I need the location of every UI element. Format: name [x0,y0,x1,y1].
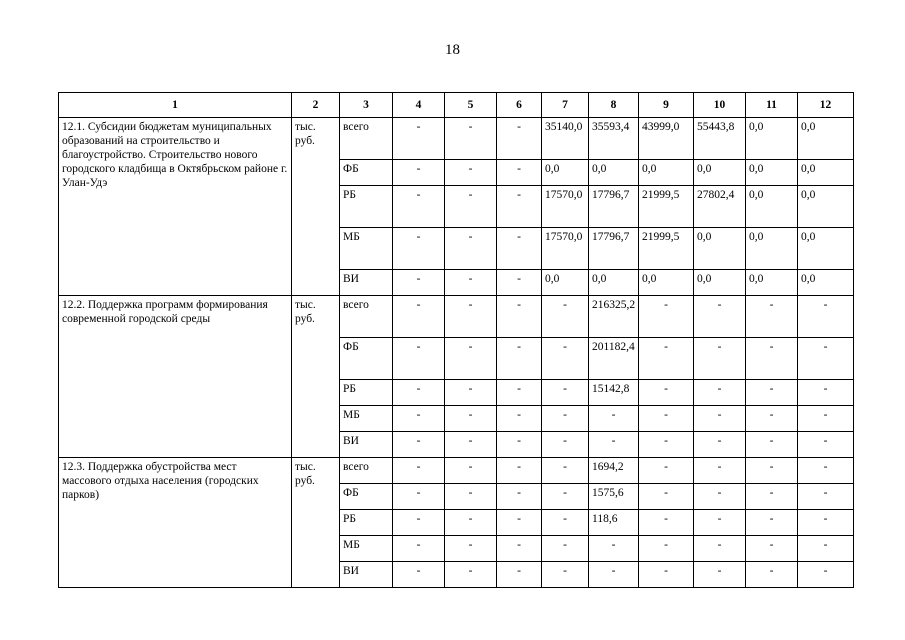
value-cell: - [694,562,746,588]
funding-source-cell: МБ [340,406,393,432]
value-cell: - [542,432,589,458]
value-cell: - [639,432,694,458]
value-cell: - [497,228,542,270]
value-cell: 0,0 [694,270,746,296]
value-cell: - [445,228,497,270]
value-cell: - [639,406,694,432]
value-cell: 21999,5 [639,186,694,228]
value-cell: 201182,4 [589,338,639,380]
value-cell: - [445,186,497,228]
value-cell: 1575,6 [589,484,639,510]
funding-source-cell: всего [340,118,393,160]
value-cell: - [589,562,639,588]
value-cell: - [798,380,854,406]
value-cell: - [393,186,445,228]
value-cell: - [445,160,497,186]
value-cell: - [746,536,798,562]
funding-source-cell: МБ [340,228,393,270]
value-cell: 216325,2 [589,296,639,338]
unit-cell: тыс. руб. [292,118,340,296]
value-cell: 17570,0 [542,228,589,270]
value-cell: - [497,380,542,406]
value-cell: - [497,296,542,338]
value-cell: - [746,296,798,338]
value-cell: - [445,406,497,432]
value-cell: - [393,228,445,270]
value-cell: 0,0 [694,160,746,186]
value-cell: - [694,406,746,432]
value-cell: - [798,432,854,458]
value-cell: - [542,338,589,380]
value-cell: - [798,296,854,338]
measure-name: 12.2. Поддержка программ формирования современной городской среды [59,296,292,458]
funding-source-cell: ФБ [340,484,393,510]
value-cell: 15142,8 [589,380,639,406]
value-cell: - [393,432,445,458]
value-cell: - [639,458,694,484]
value-cell: - [542,562,589,588]
value-cell: - [445,118,497,160]
value-cell: - [445,484,497,510]
value-cell: 0,0 [746,270,798,296]
value-cell: - [694,484,746,510]
value-cell: - [445,536,497,562]
col-header: 4 [393,93,445,118]
value-cell: - [746,562,798,588]
value-cell: 0,0 [542,160,589,186]
table-row [59,296,854,338]
value-cell: - [798,406,854,432]
value-cell: - [694,296,746,338]
value-cell: - [393,160,445,186]
value-cell: 0,0 [542,270,589,296]
value-cell: - [542,484,589,510]
value-cell: - [746,338,798,380]
table-body [59,118,854,588]
value-cell: - [798,536,854,562]
value-cell: - [542,406,589,432]
value-cell: 27802,4 [694,186,746,228]
value-cell: - [798,562,854,588]
funding-source-cell: ВИ [340,432,393,458]
value-cell: 17796,7 [589,186,639,228]
value-cell: - [497,118,542,160]
value-cell: - [798,484,854,510]
unit-cell: тыс. руб. [292,296,340,458]
col-header: 6 [497,93,542,118]
value-cell: - [393,510,445,536]
col-header: 7 [542,93,589,118]
value-cell: - [542,536,589,562]
funding-source-cell: РБ [340,186,393,228]
value-cell: - [694,536,746,562]
value-cell: - [798,458,854,484]
value-cell: - [694,510,746,536]
value-cell: - [694,432,746,458]
table-row [59,118,854,160]
value-cell: - [639,510,694,536]
value-cell: - [497,432,542,458]
value-cell: - [542,380,589,406]
value-cell: 21999,5 [639,228,694,270]
funding-source-cell: ФБ [340,338,393,380]
value-cell: - [393,118,445,160]
value-cell: - [798,510,854,536]
unit-cell: тыс. руб. [292,458,340,588]
value-cell: - [445,432,497,458]
value-cell: - [497,562,542,588]
value-cell: - [445,510,497,536]
value-cell: - [639,380,694,406]
value-cell: - [497,338,542,380]
value-cell: - [589,406,639,432]
value-cell: 35593,4 [589,118,639,160]
value-cell: 17796,7 [589,228,639,270]
value-cell: - [497,186,542,228]
value-cell: - [639,536,694,562]
col-header: 5 [445,93,497,118]
value-cell: 35140,0 [542,118,589,160]
value-cell: 0,0 [798,160,854,186]
value-cell: - [445,338,497,380]
header-row [59,93,854,118]
col-header: 11 [746,93,798,118]
value-cell: - [694,338,746,380]
table-row [59,458,854,484]
value-cell: - [497,510,542,536]
value-cell: - [542,458,589,484]
col-header: 12 [798,93,854,118]
col-header: 3 [340,93,393,118]
value-cell: 0,0 [589,270,639,296]
value-cell: - [393,338,445,380]
funding-source-cell: ВИ [340,270,393,296]
measure-name: 12.1. Субсидии бюджетам муниципальных образований на строительство и благоустройство. Строительство нового городского кладбища в Октябрьском районе г. Улан-Удэ [59,118,292,296]
funding-source-cell: МБ [340,536,393,562]
value-cell: - [497,270,542,296]
funding-source-cell: ФБ [340,160,393,186]
value-cell: - [497,536,542,562]
funding-source-cell: всего [340,458,393,484]
value-cell: 0,0 [798,186,854,228]
value-cell: - [746,406,798,432]
value-cell: 0,0 [798,270,854,296]
col-header: 1 [59,93,292,118]
value-cell: 0,0 [746,186,798,228]
value-cell: 118,6 [589,510,639,536]
value-cell: - [445,296,497,338]
funding-source-cell: ВИ [340,562,393,588]
value-cell: 0,0 [589,160,639,186]
funding-source-cell: всего [340,296,393,338]
value-cell: 0,0 [746,118,798,160]
value-cell: - [746,432,798,458]
value-cell: 0,0 [798,118,854,160]
col-header: 10 [694,93,746,118]
value-cell: - [393,484,445,510]
col-header: 8 [589,93,639,118]
value-cell: - [694,380,746,406]
value-cell: 0,0 [798,228,854,270]
value-cell: - [393,536,445,562]
value-cell: 55443,8 [694,118,746,160]
value-cell: - [746,380,798,406]
value-cell: - [393,562,445,588]
value-cell: - [639,338,694,380]
value-cell: - [393,380,445,406]
value-cell: - [497,458,542,484]
value-cell: - [746,510,798,536]
funding-source-cell: РБ [340,510,393,536]
page-number: 18 [445,42,460,58]
value-cell: - [445,458,497,484]
value-cell: 0,0 [639,270,694,296]
value-cell: - [694,458,746,484]
measure-name: 12.3. Поддержка обустройства мест массового отдыха населения (городских парков) [59,458,292,588]
value-cell: 43999,0 [639,118,694,160]
value-cell: - [445,380,497,406]
value-cell: 17570,0 [542,186,589,228]
value-cell: - [497,406,542,432]
value-cell: - [639,484,694,510]
value-cell: 0,0 [746,228,798,270]
value-cell: - [746,458,798,484]
value-cell: 0,0 [639,160,694,186]
value-cell: - [589,432,639,458]
value-cell: - [497,160,542,186]
funding-source-cell: РБ [340,380,393,406]
value-cell: - [639,562,694,588]
value-cell: - [542,510,589,536]
value-cell: - [639,296,694,338]
value-cell: - [393,296,445,338]
value-cell: - [542,296,589,338]
value-cell: - [445,270,497,296]
value-cell: - [393,406,445,432]
col-header: 9 [639,93,694,118]
value-cell: 0,0 [746,160,798,186]
value-cell: - [746,484,798,510]
col-header: 2 [292,93,340,118]
budget-table [58,92,854,588]
value-cell: - [589,536,639,562]
value-cell: - [497,484,542,510]
value-cell: - [798,338,854,380]
value-cell: - [393,270,445,296]
value-cell: 0,0 [694,228,746,270]
value-cell: 1694,2 [589,458,639,484]
value-cell: - [393,458,445,484]
value-cell: - [445,562,497,588]
